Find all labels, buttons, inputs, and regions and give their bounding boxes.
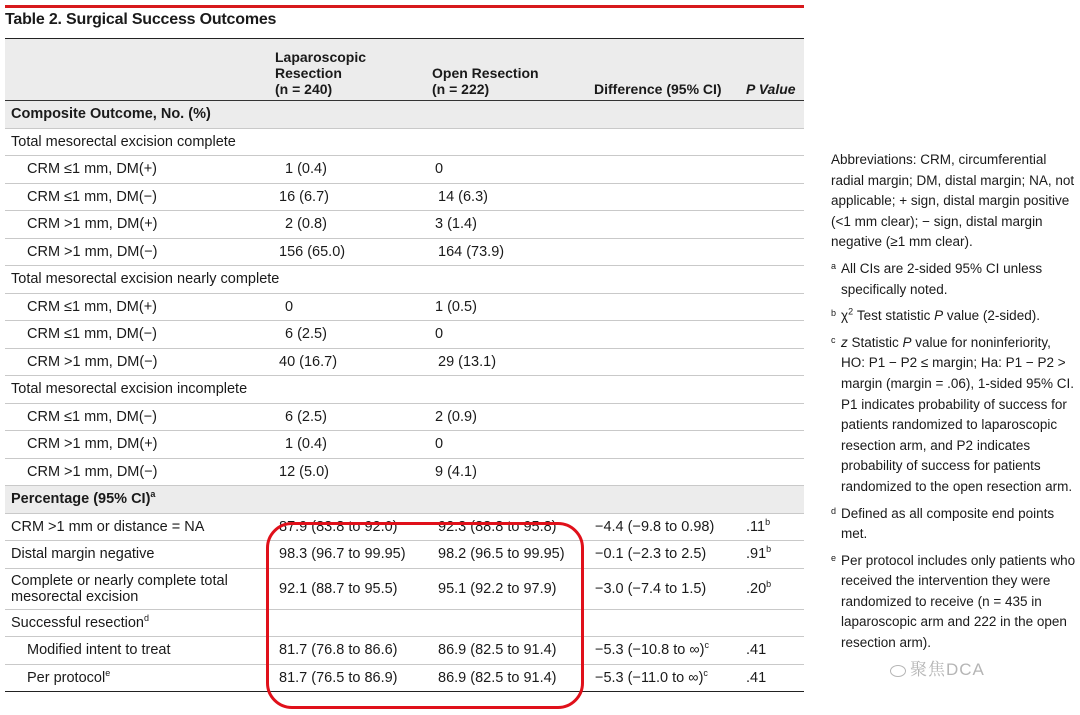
p-value [743, 403, 804, 431]
open-value-text: 86.9 (82.5 to 91.4) [438, 669, 557, 686]
laparoscopic-value-text: 87.9 (83.8 to 92.0) [279, 518, 398, 535]
row-label-text: Total mesorectal excision incomplete [11, 381, 248, 398]
difference-value [586, 458, 743, 486]
title-accent-rule [5, 5, 804, 8]
difference-value [586, 293, 743, 321]
row-label [5, 238, 267, 266]
footnote-b [831, 306, 1076, 327]
laparoscopic-value [267, 101, 426, 129]
laparoscopic-value [267, 513, 426, 541]
footnote-b-mark: b [831, 308, 837, 319]
p-value [743, 376, 804, 404]
p-value-footnote-mark: b [765, 516, 771, 527]
p-value [743, 183, 804, 211]
header-p-value [743, 39, 804, 101]
laparoscopic-value [267, 376, 426, 404]
laparoscopic-value-text: 12 (5.0) [279, 463, 329, 480]
difference-value [586, 348, 743, 376]
laparoscopic-value [267, 348, 426, 376]
p-value [743, 266, 804, 294]
abbreviations-note: Abbreviations: CRM, circumferential radial margin; DM, distal margin; NA, not applicable; + sign, distal margin positive (<1 mm clear); − sign, distal margin negative (≥1 mm clear). [831, 152, 1075, 250]
open-value [426, 431, 586, 459]
difference-value-footnote-mark: c [704, 640, 709, 651]
row-label [5, 541, 267, 569]
open-value [426, 128, 586, 156]
footnote-e-mark: e [831, 552, 837, 563]
table-row [5, 609, 804, 637]
open-value-text: 1 (0.5) [435, 298, 477, 315]
header-lap-line1: Laparoscopic [275, 49, 367, 65]
open-value [426, 266, 586, 294]
row-label-text: Modified intent to treat [27, 642, 171, 659]
laparoscopic-value [267, 293, 426, 321]
laparoscopic-value [267, 238, 426, 266]
open-value [426, 664, 586, 692]
table-row [5, 541, 804, 569]
open-value [426, 293, 586, 321]
row-label-text: Percentage (95% CI) [11, 491, 151, 508]
p-value [743, 458, 804, 486]
header-laparoscopic [267, 39, 426, 101]
row-label-text: CRM >1 mm, DM(+) [27, 436, 158, 453]
header-lap-line2: Resection [275, 65, 342, 81]
table-body [5, 101, 804, 692]
footnotes [831, 150, 1076, 660]
open-value-text: 86.9 (82.5 to 91.4) [438, 642, 557, 659]
footnote-a [831, 259, 1076, 300]
p-value-text: .41 [746, 642, 767, 659]
open-value [426, 568, 586, 609]
watermark [890, 655, 985, 680]
p-value [743, 664, 804, 692]
table-row [5, 293, 804, 321]
open-value-text: 29 (13.1) [438, 353, 497, 370]
laparoscopic-value-text: 2 (0.8) [285, 216, 327, 233]
table-row [5, 156, 804, 184]
open-value-text: 164 (73.9) [438, 243, 505, 260]
footnote-b-chi-sup: 2 [848, 306, 854, 317]
p-value [743, 321, 804, 349]
footnote-c-stat: Statistic [847, 334, 903, 350]
table-row [5, 431, 804, 459]
open-value-text: 9 (4.1) [435, 463, 477, 480]
laparoscopic-value [267, 321, 426, 349]
difference-value [586, 403, 743, 431]
footnote-d-mark: d [831, 505, 837, 516]
open-value-text: 92.3 (88.8 to 95.8) [438, 518, 557, 535]
row-label-text: Successful resection [11, 614, 144, 631]
footnote-e-text: Per protocol includes only patients who received the intervention they were randomized to receive (n = 435 in laparoscopic arm and 222 in the open resection arm). [841, 552, 1076, 651]
p-value [743, 486, 804, 514]
footnote-d-text: Defined as all composite end points met. [841, 505, 1055, 542]
footnote-c-mark: c [831, 334, 836, 345]
p-value [743, 238, 804, 266]
laparoscopic-value-text: 6 (2.5) [285, 408, 327, 425]
row-label [5, 293, 267, 321]
header-p-text: P Value [746, 81, 796, 97]
open-value [426, 458, 586, 486]
footnote-c [831, 333, 1076, 498]
row-label-text: Distal margin negative [11, 546, 155, 563]
table-row [5, 128, 804, 156]
laparoscopic-value [267, 486, 426, 514]
footnote-c-p: P [902, 334, 912, 350]
laparoscopic-value [267, 431, 426, 459]
row-label-text: CRM >1 mm, DM(−) [27, 463, 158, 480]
row-label [5, 486, 267, 514]
header-open [426, 39, 586, 101]
open-value-text: 0 [435, 436, 444, 453]
table-row [5, 376, 804, 404]
open-value-text: 2 (0.9) [435, 408, 477, 425]
row-label [5, 266, 280, 294]
footnote-e [831, 551, 1076, 654]
p-value-text: .20 [746, 580, 767, 597]
table-row [5, 321, 804, 349]
footnote-a-mark: a [831, 260, 837, 271]
difference-value-text: −5.3 (−11.0 to ∞) [595, 669, 704, 686]
footnote-a-text: All CIs are 2-sided 95% CI unless specifically noted. [841, 260, 1043, 297]
laparoscopic-value [267, 128, 426, 156]
open-value-text: 98.2 (96.5 to 99.95) [438, 546, 565, 563]
row-label [5, 183, 267, 211]
footnote-d [831, 504, 1076, 545]
header-open-line1: Open Resection [432, 65, 539, 81]
difference-value [586, 183, 743, 211]
table-row [5, 183, 804, 211]
table-header-row [5, 39, 804, 101]
difference-value [586, 513, 743, 541]
difference-value [586, 266, 743, 294]
row-label [5, 568, 267, 609]
p-value [743, 211, 804, 239]
difference-value-footnote-mark: c [703, 667, 708, 678]
watermark-text: 聚焦DCA [910, 660, 985, 679]
open-value-text: 3 (1.4) [435, 216, 477, 233]
difference-value [586, 541, 743, 569]
difference-value [586, 238, 743, 266]
row-label-footnote-mark: e [105, 667, 111, 678]
p-value [743, 348, 804, 376]
open-value [426, 183, 586, 211]
laparoscopic-value [267, 403, 426, 431]
header-open-line2: (n = 222) [432, 81, 490, 97]
footnote-b-chi: χ [841, 308, 849, 324]
laparoscopic-value-text: 1 (0.4) [285, 161, 327, 178]
row-label [5, 609, 267, 637]
outcomes-table [5, 39, 804, 692]
footnote-c-rest: value for noninferiority, HO: P1 − P2 ≤ margin; Ha: P1 − P2 > margin (margin = .06), 1-sided 95% CI. P1 indicates probability of success for patients randomized to laparoscopic resection arm, and P2 indicates probability of success for patients randomized to the open resection arm. [841, 334, 1074, 494]
difference-value-text: −3.0 (−7.4 to 1.5) [595, 580, 707, 597]
laparoscopic-value-text: 0 [285, 298, 294, 315]
footnote-b-p: P [934, 308, 944, 324]
open-value-text: 0 [435, 326, 444, 343]
laparoscopic-value [267, 568, 426, 609]
laparoscopic-value-text: 81.7 (76.5 to 86.9) [279, 669, 398, 686]
laparoscopic-value [267, 637, 426, 665]
table-row [5, 458, 804, 486]
header-blank [5, 39, 267, 101]
open-value [426, 637, 586, 665]
row-label-text: Total mesorectal excision nearly complete [11, 271, 280, 288]
laparoscopic-value [267, 156, 426, 184]
difference-value [586, 321, 743, 349]
row-label [5, 376, 267, 404]
laparoscopic-value [267, 458, 426, 486]
laparoscopic-value-text: 1 (0.4) [285, 436, 327, 453]
laparoscopic-value [267, 183, 426, 211]
p-value-text: .91 [746, 546, 767, 563]
row-label-text: CRM >1 mm, DM(+) [27, 216, 158, 233]
row-label [5, 211, 267, 239]
row-label [5, 101, 267, 129]
p-value-footnote-mark: b [766, 578, 772, 589]
difference-value [586, 101, 743, 129]
wechat-icon [890, 665, 906, 677]
difference-value [586, 376, 743, 404]
difference-value [586, 211, 743, 239]
row-label [5, 156, 267, 184]
laparoscopic-value-text: 16 (6.7) [279, 188, 329, 205]
row-label-text: CRM ≤1 mm, DM(+) [27, 298, 157, 315]
open-value [426, 321, 586, 349]
table-row [5, 486, 804, 514]
difference-value [586, 431, 743, 459]
laparoscopic-value [267, 211, 426, 239]
header-lap-line3: (n = 240) [275, 81, 333, 97]
table-title: Table 2. Surgical Success Outcomes [5, 11, 277, 28]
difference-value-text: −0.1 (−2.3 to 2.5) [595, 546, 707, 563]
open-value [426, 211, 586, 239]
difference-value [586, 568, 743, 609]
p-value [743, 609, 804, 637]
row-label [5, 637, 267, 665]
footnote-b-test: Test statistic [853, 308, 935, 324]
open-value [426, 403, 586, 431]
table-row [5, 101, 804, 129]
open-value [426, 376, 586, 404]
laparoscopic-value [267, 664, 426, 692]
laparoscopic-value-text: 40 (16.7) [279, 353, 338, 370]
footnote-c-z: z [841, 334, 848, 350]
row-label-footnote-mark: a [150, 489, 156, 500]
row-label-text: Composite Outcome, No. (%) [11, 106, 211, 123]
open-value [426, 348, 586, 376]
row-label-text: CRM ≤1 mm, DM(−) [27, 188, 157, 205]
difference-value [586, 156, 743, 184]
open-value [426, 238, 586, 266]
p-value-text: .11 [746, 518, 766, 535]
laparoscopic-value-text: 81.7 (76.8 to 86.6) [279, 642, 398, 659]
row-label [5, 403, 267, 431]
table-row [5, 637, 804, 665]
row-label [5, 513, 267, 541]
p-value [743, 568, 804, 609]
p-value [743, 156, 804, 184]
difference-value [586, 609, 743, 637]
open-value [426, 513, 586, 541]
p-value [743, 293, 804, 321]
open-value [426, 156, 586, 184]
difference-value [586, 486, 743, 514]
open-value [426, 101, 586, 129]
row-label-text: CRM >1 mm, DM(−) [27, 353, 158, 370]
row-label [5, 321, 267, 349]
table-row [5, 266, 804, 294]
laparoscopic-value-text: 92.1 (88.7 to 95.5) [279, 580, 398, 597]
row-label-text: Per protocol [27, 669, 106, 686]
difference-value [586, 128, 743, 156]
footnote-b-rest: value (2-sided). [943, 308, 1040, 324]
open-value-text: 0 [435, 161, 444, 178]
table-row [5, 238, 804, 266]
laparoscopic-value-text: 156 (65.0) [279, 243, 346, 260]
table-row [5, 403, 804, 431]
header-difference: Difference (95% CI) [586, 39, 743, 101]
table-row [5, 568, 804, 609]
p-value-footnote-mark: b [766, 544, 772, 555]
laparoscopic-value [267, 266, 426, 294]
row-label [5, 431, 267, 459]
laparoscopic-value-text: 98.3 (96.7 to 99.95) [279, 546, 406, 563]
row-label [5, 348, 267, 376]
open-value [426, 541, 586, 569]
row-label-text: CRM ≤1 mm, DM(+) [27, 161, 157, 178]
open-value-text: 95.1 (92.2 to 97.9) [438, 580, 557, 597]
table-row [5, 664, 804, 692]
open-value-text: 14 (6.3) [438, 188, 488, 205]
open-value [426, 486, 586, 514]
open-value [426, 609, 586, 637]
row-label-text: Total mesorectal excision complete [11, 133, 236, 150]
difference-value [586, 664, 743, 692]
row-label-text: CRM >1 mm, DM(−) [27, 243, 158, 260]
laparoscopic-value [267, 541, 426, 569]
row-label [5, 458, 267, 486]
p-value [743, 637, 804, 665]
p-value-text: .41 [746, 669, 767, 686]
difference-value-text: −5.3 (−10.8 to ∞) [595, 642, 705, 659]
table-row [5, 211, 804, 239]
laparoscopic-value [267, 609, 426, 637]
row-label [5, 664, 267, 692]
p-value [743, 541, 804, 569]
p-value [743, 128, 804, 156]
table-row [5, 348, 804, 376]
row-label-footnote-mark: d [143, 612, 149, 623]
p-value [743, 431, 804, 459]
row-label-text: Complete or nearly complete total mesorectal excision [11, 572, 228, 605]
difference-value-text: −4.4 (−9.8 to 0.98) [595, 518, 715, 535]
row-label-text: CRM ≤1 mm, DM(−) [27, 326, 157, 343]
p-value [743, 513, 804, 541]
laparoscopic-value-text: 6 (2.5) [285, 326, 327, 343]
row-label-text: CRM >1 mm or distance = NA [11, 518, 205, 535]
difference-value [586, 637, 743, 665]
row-label-text: CRM ≤1 mm, DM(−) [27, 408, 157, 425]
row-label [5, 128, 267, 156]
table-row [5, 513, 804, 541]
p-value [743, 101, 804, 129]
